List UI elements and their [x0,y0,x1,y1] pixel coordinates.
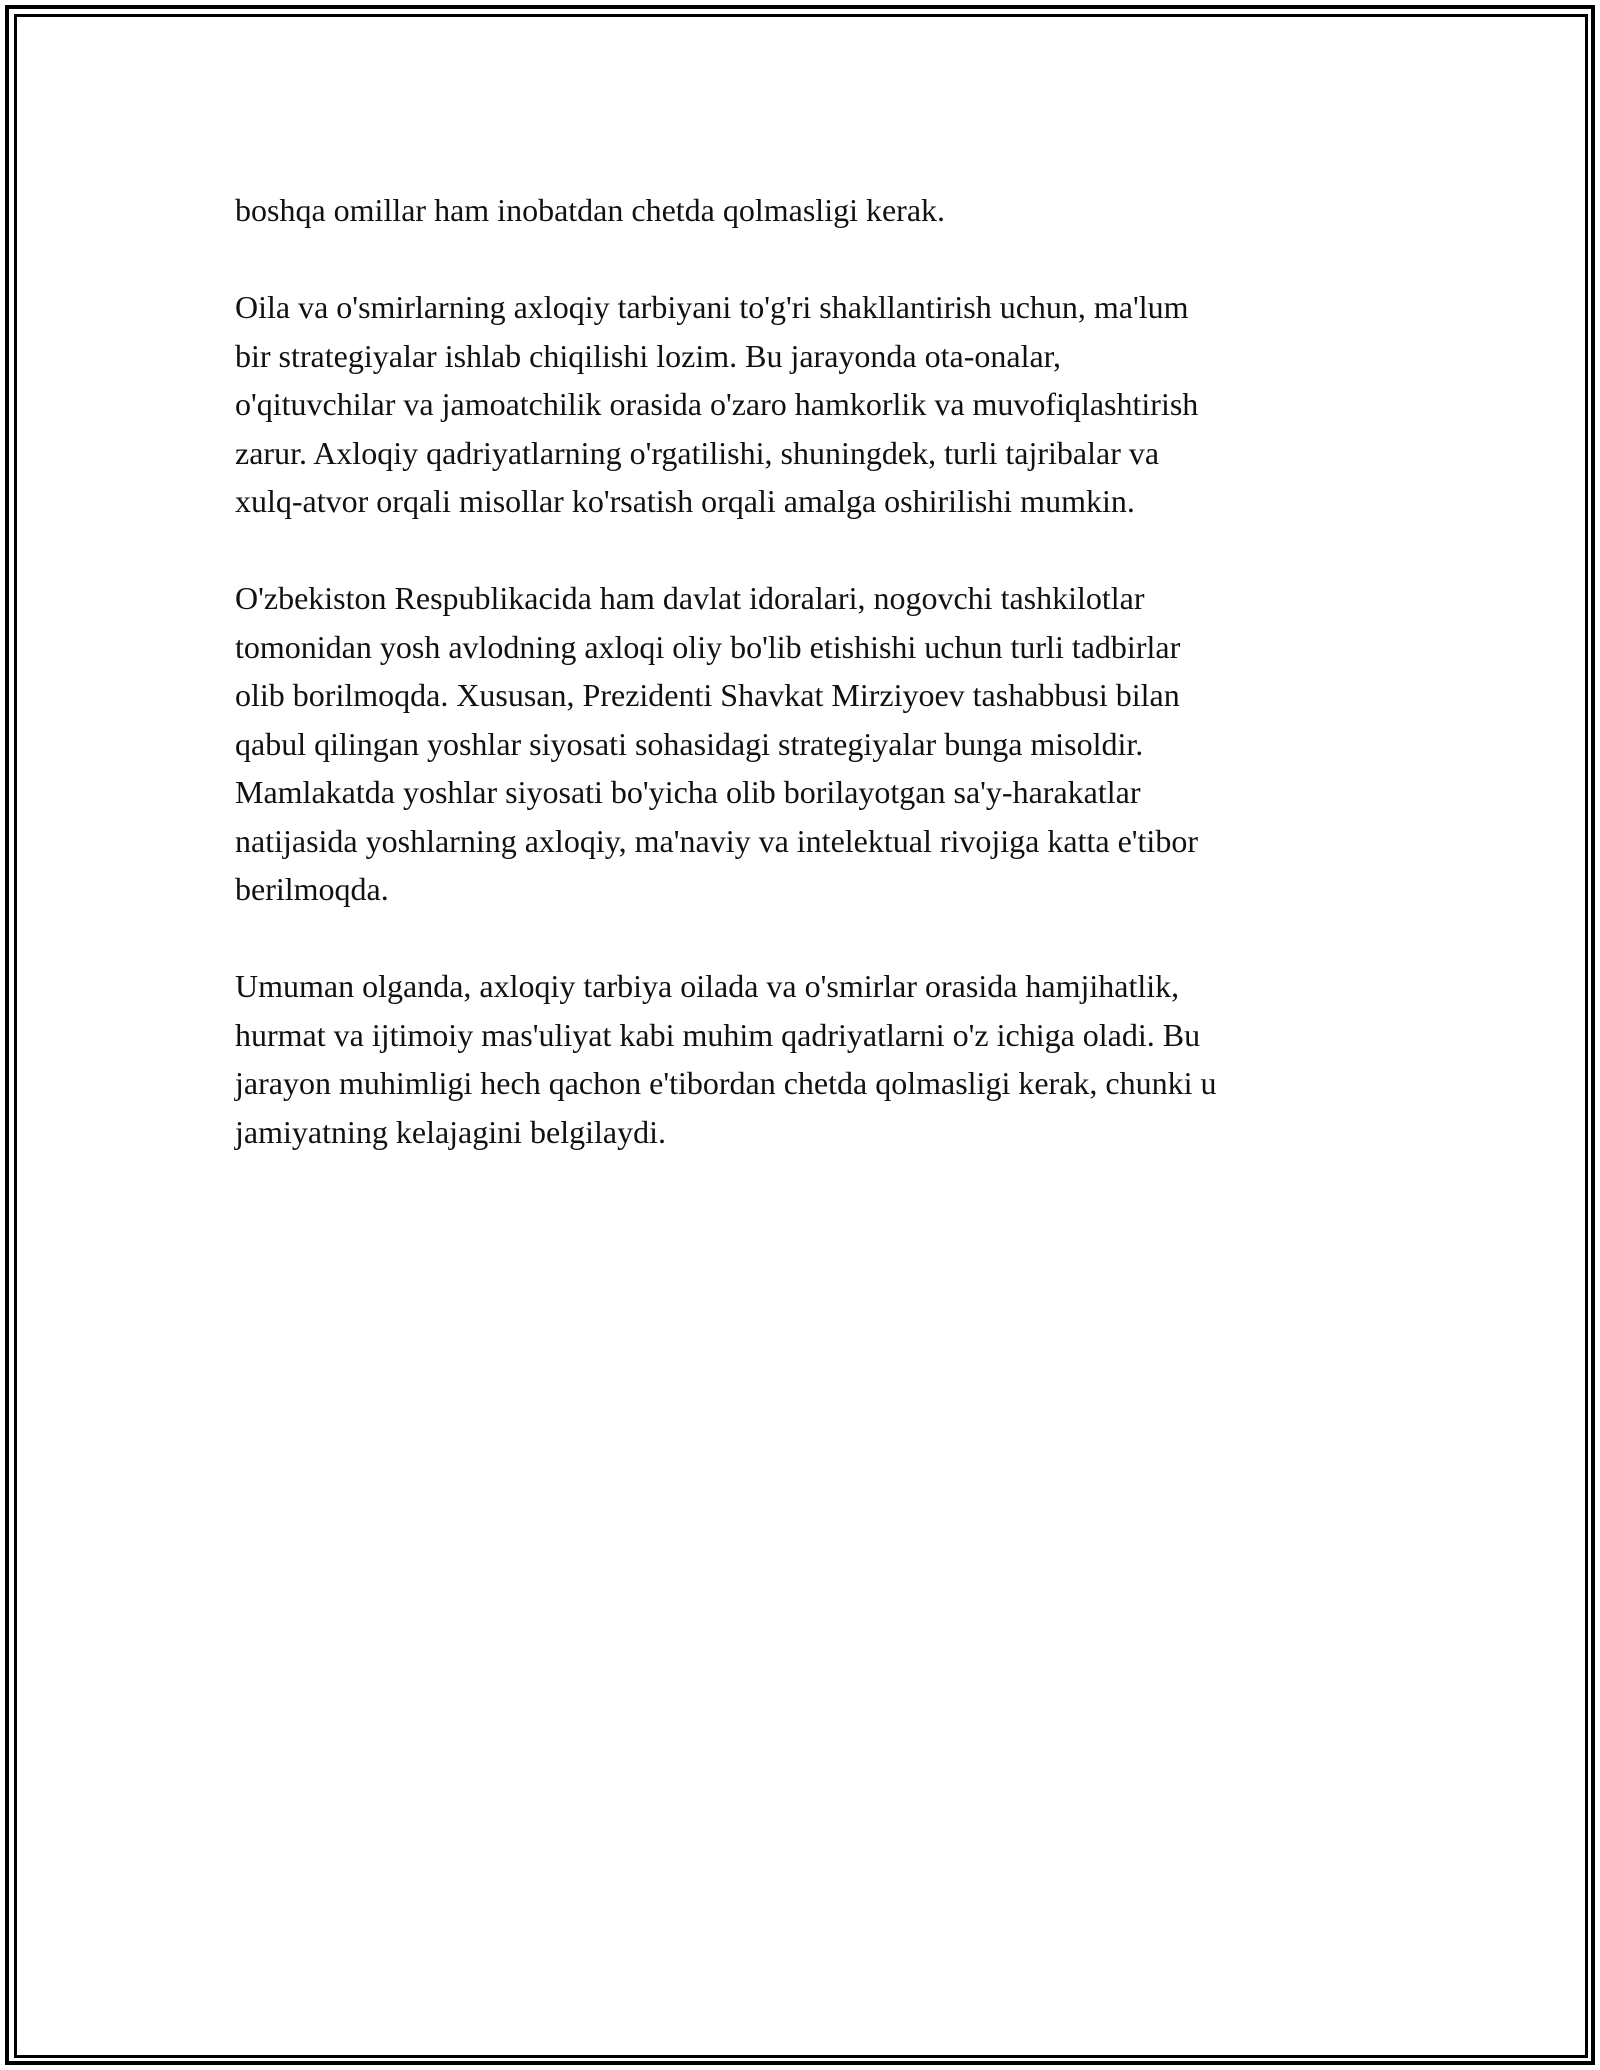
document-body [235,186,1385,1205]
paragraph-4: Umuman olganda, axloqiy tarbiya oilada va o'smirlar orasida hamjihatlik, hurmat va ijtimoiy mas'uliyat kabi muhim qadriyatlarni o'z ichiga oladi. Bu jarayon muhimligi hech qachon e'tibordan chetda qolmasligi kerak, chunki u jamiyatning kelajagini belgilaydi. [235,968,1217,1150]
paragraph-2: Oila va o'smirlarning axloqiy tarbiyani to'g'ri shakllantirish uchun, ma'lum bir strategiyalar ishlab chiqilishi lozim. Bu jarayonda ota-onalar, o'qituvchilar va jamoatchilik orasida o'zaro hamkorlik va muvofiqlashtirish zarur. Axloqiy qadriyatlarning o'rgatilishi, shuningdek, turli tajribalar va xulq-atvor orqali misollar ko'rsatish orqali amalga oshirilishi mumkin. [235,289,1199,519]
paragraph-3: O'zbekiston Respublikacida ham davlat idoralari, nogovchi tashkilotlar tomonidan yosh avlodning axloqi oliy bo'lib etishishi uchun turli tadbirlar olib borilmoqda. Xususan, Prezidenti Shavkat Mirziyoev tashabbusi bilan qabul qilingan yoshlar siyosati sohasidagi strategiyalar bunga misoldir. Mamlakatda yoshlar siyosati bo'yicha olib borilayotgan sa'y-harakatlar natijasida yoshlarning axloqiy, ma'naviy va intelektual rivojiga katta e'tibor berilmoqda. [235,580,1198,907]
paragraph-1: boshqa omillar ham inobatdan chetda qolmasligi kerak. [235,192,946,228]
